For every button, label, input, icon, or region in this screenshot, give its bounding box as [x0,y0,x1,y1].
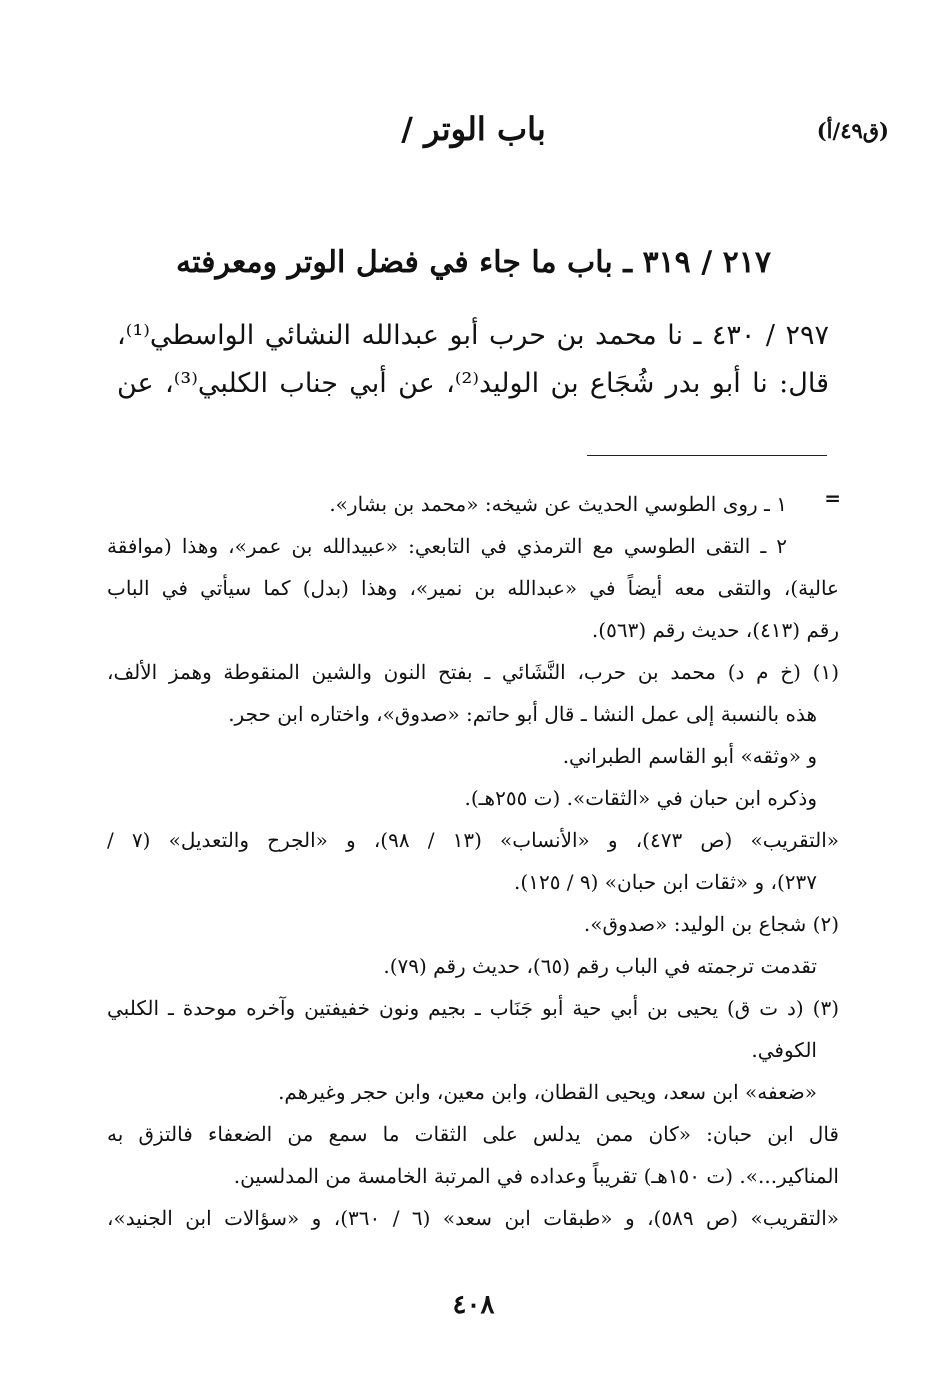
footnotes [107,483,839,1239]
footnote-line: (١) (خ م د) محمد بن حرب، النَّشَائي ـ بفتح النون والشين المنقوطة وهمز الألف، [107,660,839,684]
footnote-line: ١ ـ روى الطوسي الحديث عن شيخه: «محمد بن بشار». [329,492,787,516]
footnote-line: تقدمت ترجمته في الباب رقم (٦٥)، حديث رقم (٧٩). [383,954,817,978]
footnote-line: «ضعفه» ابن سعد، ويحيى القطان، وابن معين، وابن حجر وغيرهم. [278,1080,817,1104]
footnote-line: «التقريب» (ص ٤٧٣)، و «الأنساب» (١٣ / ٩٨)، و «الجرح والتعديل» (٧ / [107,828,839,852]
chapter-title: باب الوتر / [401,110,546,148]
footnote-separator [587,455,827,456]
footnote-line: عالية)، والتقى معه أيضاً في «عبدالله بن نمير»، وهذا (بدل) كما سيأتي في الباب [107,576,839,600]
hadith-text [117,312,829,408]
footnote-line: «التقريب» (ص ٥٨٩)، و «طبقات ابن سعد» (٦ / ٣٦٠)، و «سؤالات ابن الجنيد»، [107,1206,839,1230]
footnote-line: المناكير...». (ت ١٥٠هـ) تقريباً وعداده في المرتبة الخامسة من المدلسين. [233,1164,839,1188]
section-title: ٢١٧ / ٣١٩ ـ باب ما جاء في فضل الوتر ومعرفته [176,245,771,280]
hadith-line: قال: نا أبو بدر شُجَاع بن الوليد⁽²⁾، عن أبي جناب الكلبي⁽³⁾، عن [117,368,830,399]
manuscript-reference: (ق٤٩/أ) [816,118,889,143]
page-number: ٤٠٨ [452,1290,495,1320]
hadith-line: ٢٩٧ / ٤٣٠ ـ نا محمد بن حرب أبو عبدالله النشائي الواسطي⁽¹⁾، [117,320,829,351]
footnote-line: هذه بالنسبة إلى عمل النشا ـ قال أبو حاتم: «صدوق»، واختاره ابن حجر. [228,702,817,726]
footnote-line: و «وثقه» أبو القاسم الطبراني. [562,744,817,768]
footnote-line: ٢٣٧)، و «ثقات ابن حبان» (٩ / ١٢٥). [514,870,817,894]
footnote-line: الكوفي. [751,1038,817,1062]
footnote-line: (٣) (د ت ق) يحيى بن أبي حية أبو جَنَاب ـ بجيم ونون خفيفتين وآخره موحدة ـ الكلبي [107,996,839,1020]
footnote-line: (٢) شجاع بن الوليد: «صدوق». [583,912,839,936]
continuation-mark: = [824,486,841,510]
footnote-line: رقم (٤١٣)، حديث رقم (٥٦٣). [591,618,839,642]
footnote-line: ٢ ـ التقى الطوسي مع الترمذي في التابعي: «عبيدالله بن عمر»، وهذا (موافقة [107,534,787,558]
footnote-line: قال ابن حبان: «كان ممن يدلس على الثقات ما سمع من الضعفاء فالتزق به [107,1122,839,1146]
footnote-line: وذكره ابن حبان في «الثقات». (ت ٢٥٥هـ). [464,786,817,810]
